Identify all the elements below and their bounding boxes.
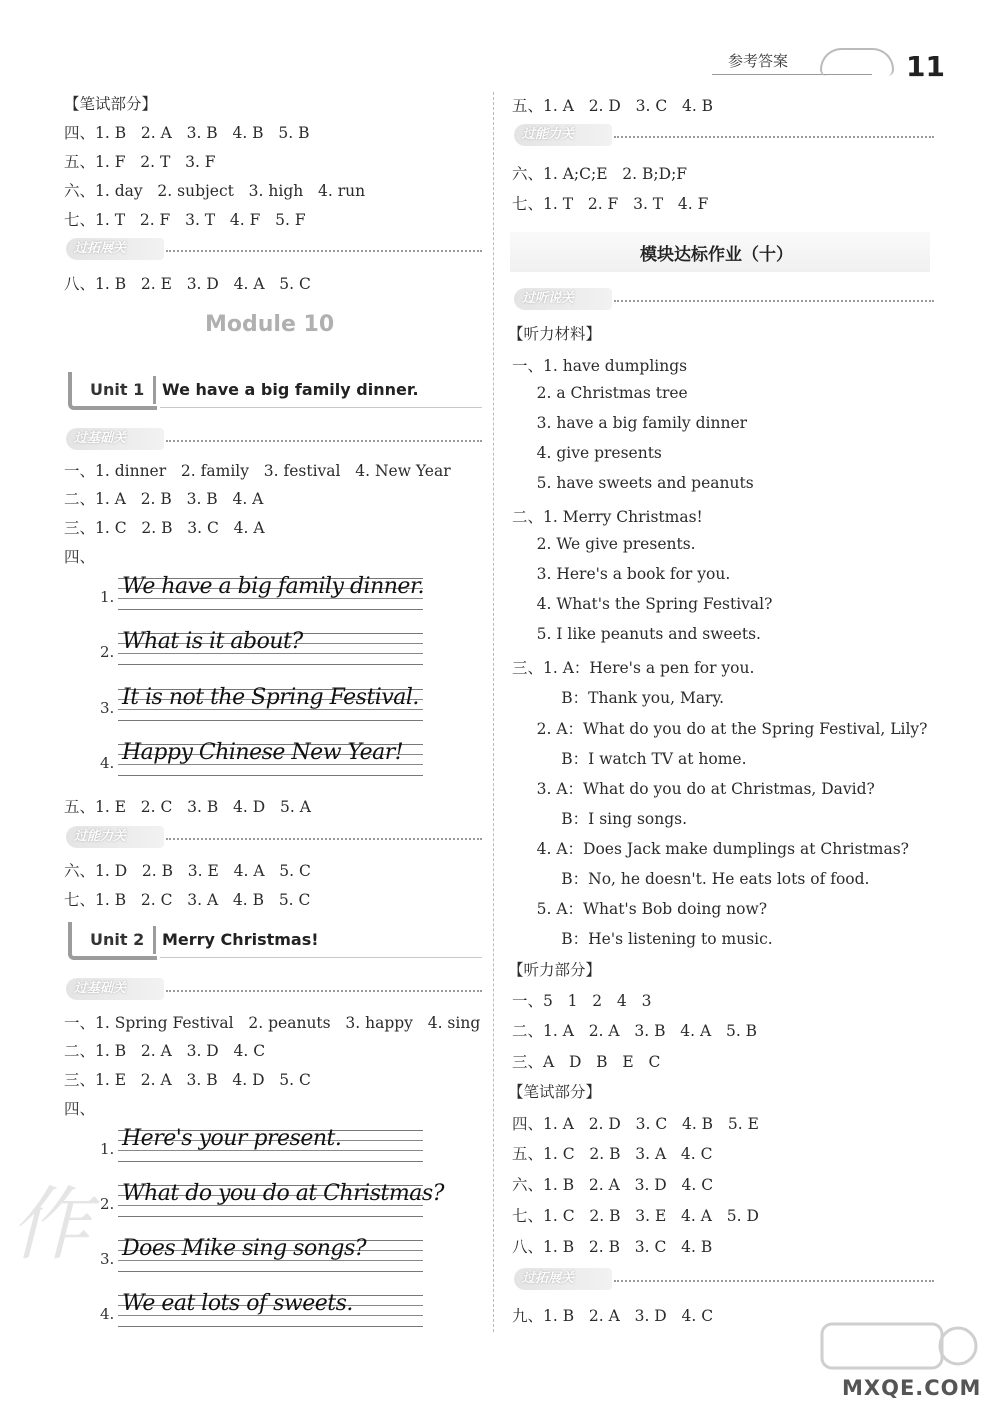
script-line: 5. A：What's Bob doing now? [512, 900, 768, 918]
answer-line: 五、1. A 2. D 3. C 4. B [512, 97, 714, 115]
handwriting-number: 1. [100, 1140, 115, 1158]
ghost-watermark-icon: 作 [10, 1178, 90, 1271]
tag-dotted-rule [166, 990, 482, 992]
tag-dotted-rule [166, 838, 482, 840]
section-tag: 过基础关 [66, 428, 164, 450]
script-line: 3. Here's a book for you. [512, 565, 731, 583]
handwriting-number: 3. [100, 1250, 115, 1268]
handwriting-number: 1. [100, 588, 115, 606]
script-line: B：I watch TV at home. [512, 750, 747, 768]
answer-line: 七、1. C 2. B 3. E 4. A 5. D [512, 1207, 759, 1225]
section-title: 模块达标作业（十） [640, 245, 793, 265]
section-tag: 过拓展关 [66, 238, 164, 260]
script-line: B：Thank you, Mary. [512, 689, 725, 707]
unit-2-separator [153, 926, 156, 954]
column-divider [493, 92, 494, 1332]
unit-2-rule [160, 957, 482, 958]
handwriting-sentence: Here's your present. [122, 1126, 342, 1151]
script-line: 4. give presents [512, 444, 662, 462]
answer-line: 七、1. B 2. C 3. A 4. B 5. C [64, 891, 311, 909]
section-tag: 过拓展关 [514, 1268, 612, 1290]
unit-2-title: Merry Christmas! [162, 930, 319, 949]
answer-line: 一、5 1 2 4 3 [512, 992, 652, 1010]
answer-line: 五、1. F 2. T 3. F [64, 153, 216, 171]
section-tag: 过能力关 [66, 826, 164, 848]
unit-1-separator [153, 376, 156, 404]
handwriting-number: 2. [100, 643, 115, 661]
handwriting-number: 2. [100, 1195, 115, 1213]
handwriting-number: 3. [100, 699, 115, 717]
answer-line: 二、1. B 2. A 3. D 4. C [64, 1042, 266, 1060]
script-line: 5. I like peanuts and sweets. [512, 625, 761, 643]
handwriting-sentence: What do you do at Christmas? [122, 1181, 444, 1206]
script-line: B：He's listening to music. [512, 930, 773, 948]
module-title: Module 10 [205, 312, 335, 337]
answer-line: 八、1. B 2. B 3. C 4. B [512, 1238, 713, 1256]
watermark-logo [820, 1318, 980, 1374]
written-part-label: 【笔试部分】 [64, 95, 158, 113]
answer-line: 一、1. dinner 2. family 3. festival 4. New Year [64, 462, 451, 480]
handwriting-sentence: Does Mike sing songs? [122, 1236, 367, 1261]
handwriting-sentence: We have a big family dinner. [122, 574, 425, 599]
handwriting-sentence: We eat lots of sweets. [122, 1291, 353, 1316]
section-tag: 过能力关 [514, 124, 612, 146]
section-tag: 过基础关 [66, 978, 164, 1000]
answer-line: 六、1. B 2. A 3. D 4. C [512, 1176, 714, 1194]
script-line: B：No, he doesn't. He eats lots of food. [512, 870, 870, 888]
tag-dotted-rule [614, 1280, 934, 1282]
header-decoration-icon [820, 48, 894, 76]
answer-line: 三、1. E 2. A 3. B 4. D 5. C [64, 1071, 311, 1089]
answer-line: 四、1. A 2. D 3. C 4. B 5. E [512, 1115, 759, 1133]
answer-line: 三、1. C 2. B 3. C 4. A [64, 519, 265, 537]
script-line: 2. We give presents. [512, 535, 696, 553]
script-line: 三、1. A：Here's a pen for you. [512, 659, 755, 677]
listening-part-label: 【听力部分】 [508, 961, 602, 979]
header-label: 参考答案 [728, 52, 789, 70]
script-line: 一、1. have dumplings [512, 357, 688, 375]
script-line: 4. A：Does Jack make dumplings at Christmas? [512, 840, 909, 858]
script-line: 3. have a big family dinner [512, 414, 748, 432]
script-line: 3. A：What do you do at Christmas, David? [512, 780, 875, 798]
script-line: 2. a Christmas tree [512, 384, 688, 402]
handwriting-sentence: It is not the Spring Festival. [122, 685, 419, 710]
script-line: 2. A：What do you do at the Spring Festival, Lily? [512, 720, 928, 738]
watermark-site: MXQE.COM [842, 1376, 982, 1400]
unit-1-title: We have a big family dinner. [162, 380, 419, 399]
unit-1-number: Unit 1 [90, 380, 145, 399]
written-part-label: 【笔试部分】 [508, 1083, 602, 1101]
watermark-logo-icon [820, 1318, 980, 1374]
answer-line: 二、1. A 2. A 3. B 4. A 5. B [512, 1022, 758, 1040]
answer-line: 四、 [64, 548, 96, 566]
script-line: 4. What's the Spring Festival? [512, 595, 773, 613]
handwriting-sentence: Happy Chinese New Year! [122, 740, 404, 765]
handwriting-number: 4. [100, 1305, 115, 1323]
tag-dotted-rule [614, 300, 934, 302]
tag-dotted-rule [166, 440, 482, 442]
page-number: 11 [906, 50, 945, 83]
answer-line: 四、 [64, 1100, 96, 1118]
tag-dotted-rule [166, 250, 482, 252]
answer-line: 一、1. Spring Festival 2. peanuts 3. happy 4. sing [64, 1014, 481, 1032]
unit-1-rule [160, 407, 482, 408]
answer-line: 七、1. T 2. F 3. T 4. F [512, 195, 709, 213]
answer-line: 九、1. B 2. A 3. D 4. C [512, 1307, 714, 1325]
script-line: B：I sing songs. [512, 810, 688, 828]
answer-line: 五、1. E 2. C 3. B 4. D 5. A [64, 798, 311, 816]
answer-line: 六、1. A;C;E 2. B;D;F [512, 165, 688, 183]
script-line: 5. have sweets and peanuts [512, 474, 754, 492]
handwriting-number: 4. [100, 754, 115, 772]
section-tag: 过听说关 [514, 288, 612, 310]
tag-dotted-rule [614, 136, 934, 138]
unit-2-number: Unit 2 [90, 930, 145, 949]
answer-line: 八、1. B 2. E 3. D 4. A 5. C [64, 275, 311, 293]
answer-line: 二、1. A 2. B 3. B 4. A [64, 490, 264, 508]
script-line: 二、1. Merry Christmas! [512, 508, 703, 526]
answer-line: 三、A D B E C [512, 1053, 661, 1071]
handwriting-sentence: What is it about? [122, 629, 303, 654]
answer-line: 四、1. B 2. A 3. B 4. B 5. B [64, 124, 310, 142]
answer-line: 七、1. T 2. F 3. T 4. F 5. F [64, 211, 306, 229]
answer-line: 五、1. C 2. B 3. A 4. C [512, 1145, 713, 1163]
listening-script-label: 【听力材料】 [508, 325, 602, 343]
answer-line: 六、1. D 2. B 3. E 4. A 5. C [64, 862, 311, 880]
answer-line: 六、1. day 2. subject 3. high 4. run [64, 182, 366, 200]
